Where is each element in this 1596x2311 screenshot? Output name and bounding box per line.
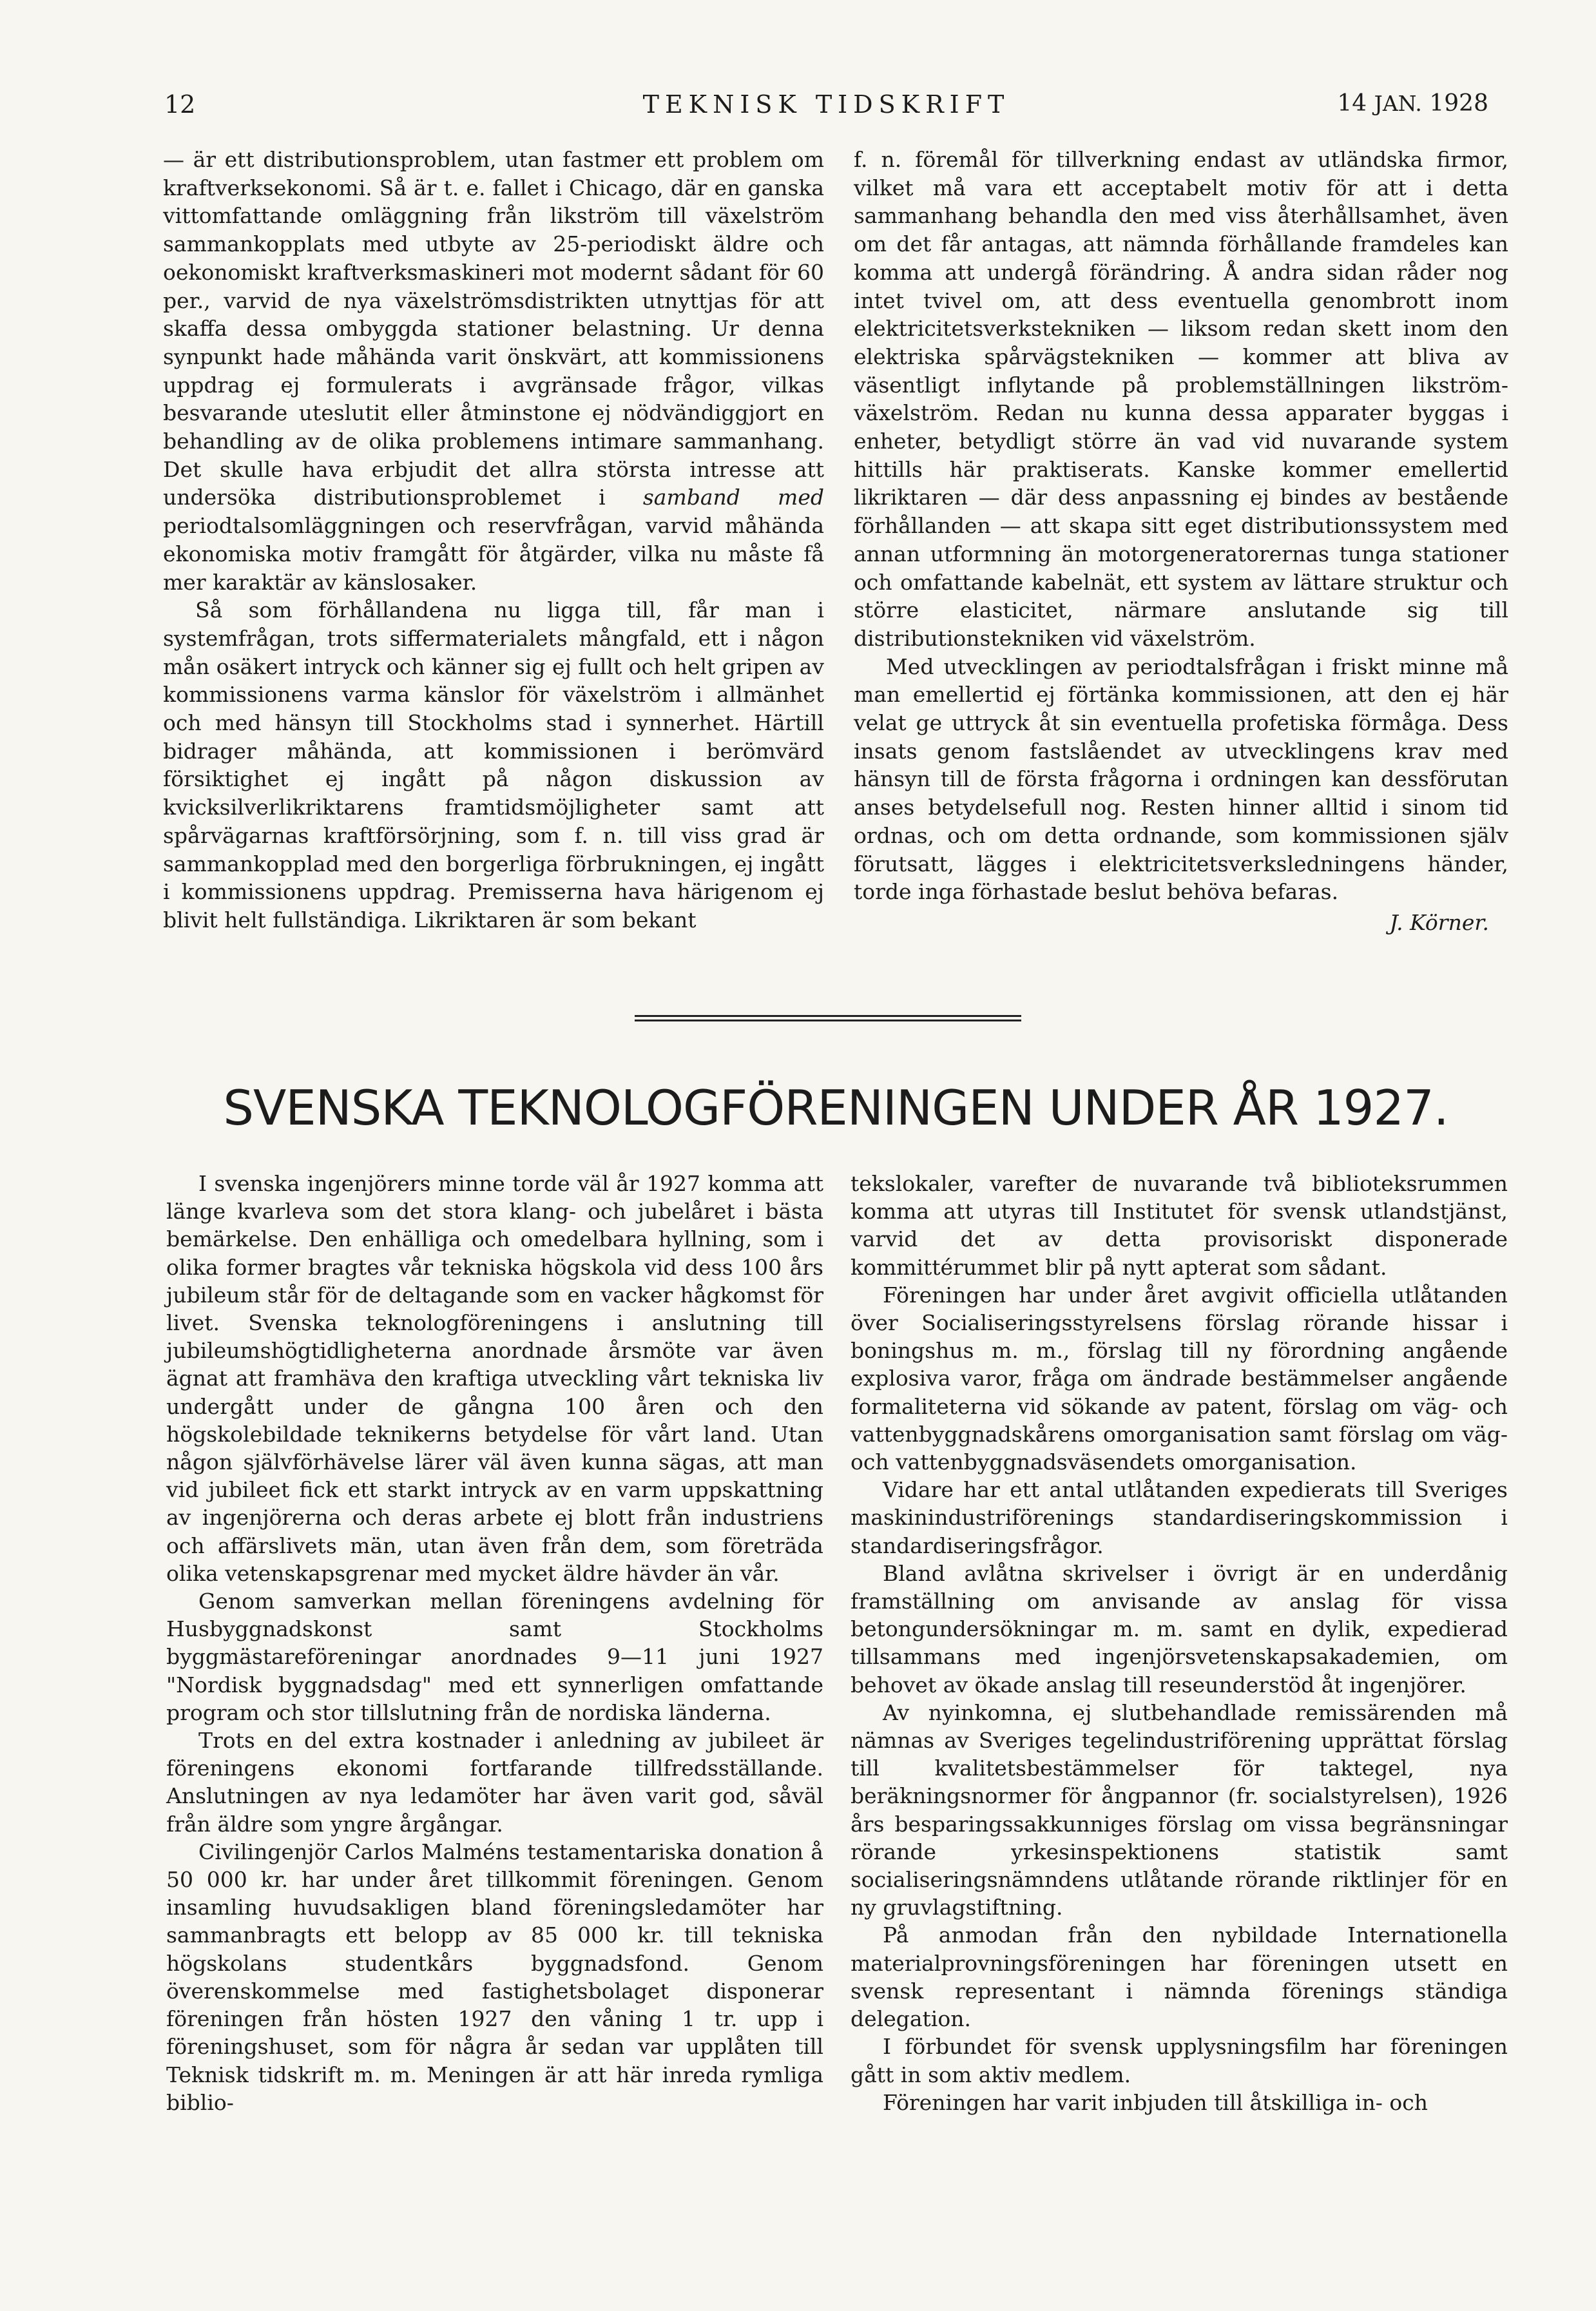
emphasis-text: samband med — [642, 485, 824, 510]
divider-line — [635, 1020, 1021, 1021]
paragraph: Föreningen har under året avgivit officiella utlåtanden över Socialiseringsstyrelsens förslag rörande hissar i boningshus m. m., förslag till ny förordning angående explosiva varor, fråga om ändrade bestämmelser angående formaliteterna vid sökande av patent, förslag om väg- och vattenbyggnadskårens omorganisation samt förslag om väg- och vattenbyggnadsväsendets omorganisation. — [851, 1282, 1508, 1475]
issue-date — [1337, 90, 1488, 117]
issue-year: 1928 — [1429, 90, 1488, 117]
issue-day: 14 — [1337, 90, 1367, 117]
divider-line — [635, 1015, 1021, 1017]
column-top-left — [163, 146, 824, 934]
paragraph: Trots en del extra kostnader i anledning av jubileet är föreningens ekonomi fortfarande tillfredsställande. Anslutningen av nya ledamöter har även varit god, såväl från äldre som yngre årgångar. — [166, 1728, 823, 1837]
paragraph: Föreningen har varit inbjuden till åtskilliga in- och — [883, 2089, 1428, 2115]
paragraph: f. n. föremål för tillverkning endast av utländska firmor, vilket må vara ett acceptabelt motiv för att i detta sammanhang behandla den med viss återhållsamhet, även om det får antagas, att nämnda förhållande framdeles kan komma att undergå förändring. Å andra sidan råder nog intet tvivel om, att dess eventuella genombrott inom elektricitetsverkstekniken — liksom redan skett inom den elektriska spårvägstekniken — kommer att bliva av väsentligt inflytande på problemställningen likström-växelström. Redan nu kunna dessa apparater byggas i enheter, betydligt större än vad vid nuvarande system hittills här praktiserats. Kanske kommer emellertid likriktaren — där dess anpassning ej bindes av bestående förhållanden — att skapa sitt eget distributionssystem med annan utformning än motorgeneratorernas tunga stationer och omfattande kabelnät, ett system av lättare struktur och större elasticitet, närmare anslutande sig till distributionstekniken vid växelström. — [854, 147, 1508, 651]
journal-title: TEKNISK TIDSKRIFT — [642, 90, 1010, 119]
column-bottom-left — [166, 1170, 823, 2116]
paragraph: Bland avlåtna skrivelser i övrigt är en underdånig framställning om anvisande av anslag för vissa betongundersökningar m. m. samt en dylik, expedierad tillsammans med ingenjörsvetenskapsakademien, om behovet av ökade anslag till reseunderstöd åt ingenjörer. — [851, 1560, 1508, 1697]
text-run: periodtalsomläggningen och reservfrågan, varvid måhända ekonomiska motiv framgått för åtgärder, vilka nu måste få mer karaktär av känslosaker. — [163, 513, 824, 595]
article-title: SVENSKA TEKNOLOGFÖRENINGEN UNDER ÅR 1927. — [223, 1079, 1448, 1136]
paragraph: I svenska ingenjörers minne torde väl år 1927 komma att länge kvarleva som det stora klang- och jubelåret i bästa bemärkelse. Den enhälliga och omedelbara hyllning, som i olika former bragtes vår tekniska högskola vid dess 100 års jubileum står för de deltagande som en vacker hågkomst för livet. Svenska teknologföreningens i anslutning till jubileumshögtidligheterna anordnade årsmöte var även ägnat att framhäva den kraftiga utveckling vårt tekniska liv undergått under de gångna 100 åren och den högskolebildade teknikerns betydelse för vårt land. Utan någon självförhävelse lärer väl även kunna sägas, att man vid jubileet fick ett starkt intryck av en varm uppskattning av ingenjörerna och deras arbete ej blott från industriens och affärslivets män, utan även från dem, som företräda olika vetenskapsgrenar med mycket äldre hävder än vår. — [166, 1171, 823, 1586]
page-header — [164, 90, 1488, 129]
column-bottom-right — [851, 1170, 1508, 2116]
page-number: 12 — [164, 90, 196, 119]
paragraph: På anmodan från den nybildade Internationella materialprovningsföreningen har föreningen utsett en svensk representant i nämnda förenings ständiga delegation. — [851, 1922, 1508, 2032]
paragraph: Vidare har ett antal utlåtanden expedierats till Sveriges maskinindustriförenings standardiseringskommission i standardiseringsfrågor. — [851, 1477, 1508, 1558]
paragraph: tekslokaler, varefter de nuvarande två biblioteksrummen komma att utyras till Institutet för svensk utlandstjänst, varvid det av detta provisoriskt disponerade kommittérummet blir på nytt apterat som sådant. — [851, 1171, 1508, 1280]
paragraph: Så som förhållandena nu ligga till, får man i systemfrågan, trots siffermaterialets mångfald, ett i någon mån osäkert intryck och känner sig ej fullt och helt gripen av kommissionens varma känslor för växelström i allmänhet och med hänsyn till Stockholms stad i synnerhet. Härtill bidrager måhända, att kommissionen i berömvärd försiktighet ej ingått på någon diskussion av kvicksilverlikriktarens framtidsmöjligheter samt att spårvägarnas kraftförsörjning, som f. n. till viss grad är sammankopplad med den borgerliga förbrukningen, ej ingått i kommissionens uppdrag. Premisserna hava härigenom ej blivit helt fullständiga. Likriktaren är som bekant — [163, 597, 824, 933]
paragraph: Med utvecklingen av periodtalsfrågan i friskt minne må man emellertid ej förtänka kommissionen, att den ej här velat ge uttryck åt sin eventuella profetiska förmåga. Dess insats genom fastslåendet av utvecklingens krav med hänsyn till de första frågorna i ordningen kan dessförutan anses betydelsefull nog. Resten hinner alltid i sinom tid ordnas, och om detta ordnande, som kommissionen själv förutsatt, lägges i elektricitetsverksledningens händer, torde inga förhastade beslut behöva befaras. — [854, 653, 1508, 905]
issue-month: JAN. — [1374, 91, 1422, 116]
paragraph: Civilingenjör Carlos Malméns testamentariska donation å 50 000 kr. har under året tillkommit föreningen. Genom insamling huvudsakligen bland föreningsledamöter har sammanbragts ett belopp av 85 000 kr. till tekniska högskolans studentkårs byggnadsfond. Genom överenskommelse med fastighetsbolaget disponerar föreningen från hösten 1927 den våning 1 tr. upp i föreningshuset, som för några år sedan var upplåten till Teknisk tidskrift m. m. Meningen är att här inreda rymliga biblio- — [166, 1839, 823, 2115]
paragraph: Genom samverkan mellan föreningens avdelning för Husbyggnadskonst samt Stockholms byggmästareföreningar anordnades 9—11 juni 1927 "Nordisk byggnadsdag" med ett synnerligen omfattande program och stor tillslutning från de nordiska länderna. — [166, 1589, 823, 1725]
column-top-right — [854, 146, 1508, 937]
section-divider — [635, 1015, 1021, 1021]
text-run: — är ett distributionsproblem, utan fastmer ett problem om kraftverksekonomi. Så är t. e. fallet i Chicago, där en ganska vittomfattande omläggning från likström till växelström sammankopplats med utbyte av 25-periodiskt äldre och oekonomiskt kraftverksmaskineri mot modernt sådant för 60 per., varvid de nya växelströmsdistrikten utnyttjas för att skaffa dessa ombyggda stationer belastning. Ur denna synpunkt hade måhända varit önskvärt, att kommissionens uppdrag ej formulerats i avgränsade frågor, vilkas besvarande uteslutit eller åtminstone ej nödvändiggjort en behandling av de olika problemens intimare sammanhang. Det skulle hava erbjudit det allra största intresse att undersöka distributionsproblemet i — [163, 147, 824, 510]
paragraph: Av nyinkomna, ej slutbehandlade remissärenden må nämnas av Sveriges tegelindustriförening upprättat förslag till kvalitetsbestämmelser för taktegel, nya beräkningsnormer för ångpannor (fr. socialstyrelsen), 1926 års besparingssakkunniges förslag om vissa begränsningar rörande yrkesinspektionens statistik samt socialiseringsnämndens utlåtande rörande riktlinjer för en ny gruvlagstiftning. — [851, 1699, 1508, 1920]
author-signature: J. Körner. — [1389, 909, 1489, 935]
paragraph: I förbundet för svensk upplysningsfilm har föreningen gått in som aktiv medlem. — [851, 2034, 1508, 2087]
paragraph — [163, 146, 824, 596]
